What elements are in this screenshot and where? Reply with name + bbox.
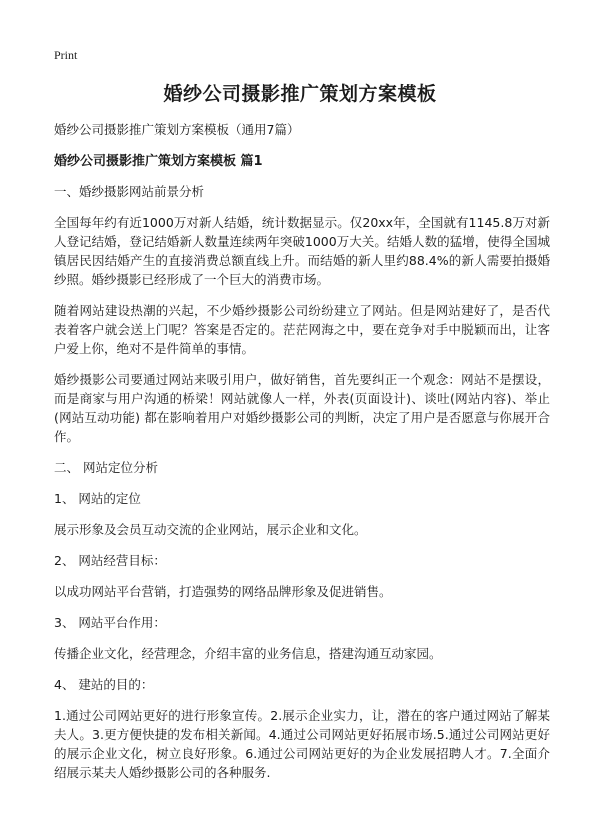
document-body	[54, 120, 550, 794]
heading-platform-role: 3、 网站平台作用：	[54, 615, 166, 630]
heading-site-purpose: 4、 建站的目的：	[54, 677, 154, 692]
page-title: 婚纱公司摄影推广策划方案模板	[163, 83, 437, 105]
paragraph-market-stats: 全国每年约有近1000万对新人结婚，统计数据显示。仅20xx年，全国就有1145.8万对新人登记结婚，登记结婚新人数量连续两年突破1000万大关。结婚人数的猛增，使得全国城镇居民因结婚产生的直接消费总额直线上升。而结婚的新人里约88.4%的新人需要拍摄婚纱照。婚纱摄影已经形成了一个巨大的消费市场。	[54, 215, 550, 287]
heading-background-analysis: 一、婚纱摄影网站前景分析	[54, 184, 205, 199]
paragraph-platform-role: 传播企业文化，经营理念，介绍丰富的业务信息，搭建沟通互动家园。	[54, 646, 442, 661]
paragraph-site-purpose: 1.通过公司网站更好的进行形象宣传。2.展示企业实力，让，潜在的客户通过网站了解某夫人。3.更方便快捷的发布相关新闻。4.通过公司网站更好拓展市场.5.通过公司网站更好的展示企业文化，树立良好形象。6.通过公司网站更好的为企业发展招聘人才。7.全面介绍展示某夫人婚纱摄影公司的各种服务.	[54, 708, 550, 780]
print-link[interactable]: Print	[54, 48, 78, 62]
heading-positioning-analysis: 二、 网站定位分析	[54, 460, 158, 475]
section-heading: 婚纱公司摄影推广策划方案模板 篇1	[54, 154, 263, 169]
heading-business-goal: 2、 网站经营目标：	[54, 553, 166, 568]
paragraph-website-concept: 婚纱摄影公司要通过网站来吸引用户，做好销售，首先要纠正一个观念：网站不是摆设，而是商家与用户沟通的桥梁！网站就像人一样，外表(页面设计)、谈吐(网站内容)、举止(网站互动功能) 都在影响着用户对婚纱摄影公司的判断，决定了用户是否愿意与你展开合作。	[54, 372, 550, 444]
paragraph-site-positioning: 展示形象及会员互动交流的企业网站，展示企业和文化。	[54, 522, 367, 537]
heading-site-positioning: 1、 网站的定位	[54, 491, 141, 506]
paragraph-business-goal: 以成功网站平台营销，打造强势的网络品牌形象及促进销售。	[54, 584, 392, 599]
paragraph-website-trend: 随着网站建设热潮的兴起，不少婚纱摄影公司纷纷建立了网站。但是网站建好了，是否代表着客户就会送上门呢？答案是否定的。茫茫网海之中，要在竞争对手中脱颖而出，让客户爱上你，绝对不是件简单的事情。	[54, 303, 550, 356]
document-subtitle: 婚纱公司摄影推广策划方案模板（通用7篇）	[54, 122, 300, 137]
